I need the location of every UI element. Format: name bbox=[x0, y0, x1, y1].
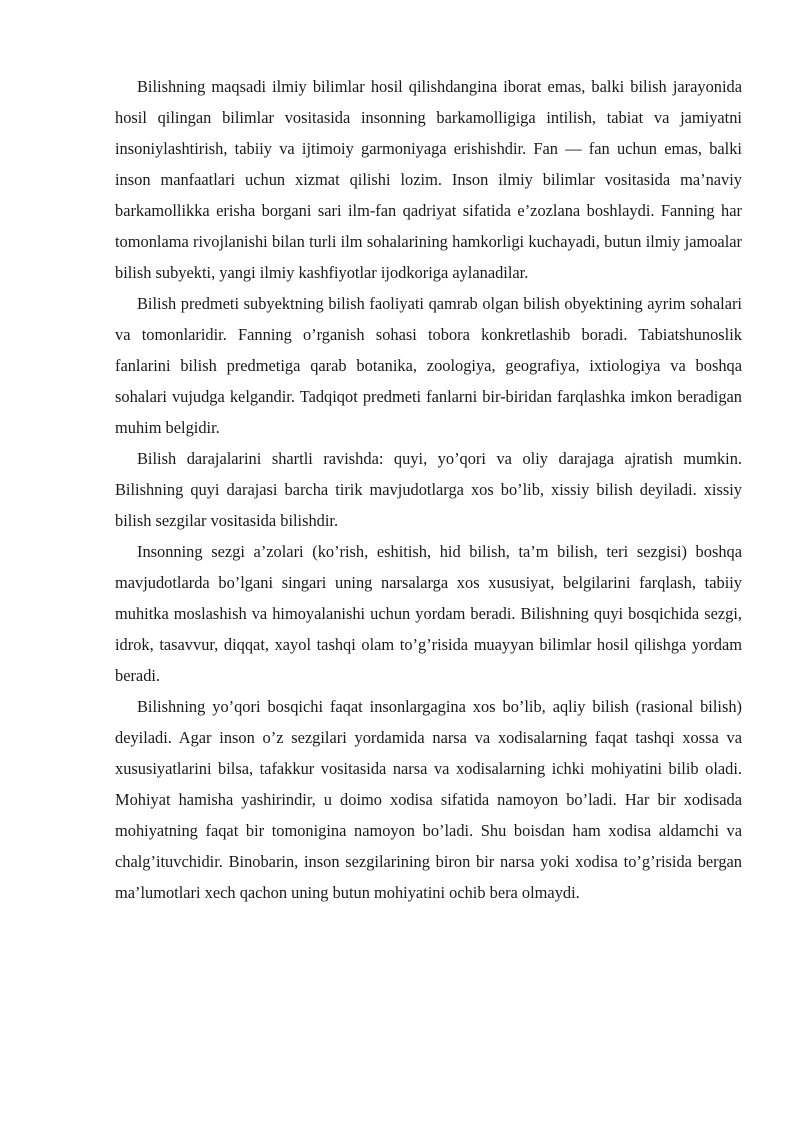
paragraph-2: Bilish predmeti subyektning bilish faoliyati qamrab olgan bilish obyektining ayrim sohalari va tomonlaridir. Fanning o’rganish sohasi tobora konkretlashib boradi. Tabiatshunoslik fanlarini bilish predmetiga qarab botanika, zoologiya, geografiya, ixtiologiya va boshqa sohalari vujudga kelgandir. Tadqiqot predmeti fanlarni bir-biridan farqlashka imkon beradigan muhim belgidir. bbox=[115, 294, 742, 437]
paragraph-4: Insonning sezgi a’zolari (ko’rish, eshitish, hid bilish, ta’m bilish, teri sezgisi) boshqa mavjudotlarda bo’lgani singari uning narsalarga xos xususiyat, belgilarini farqlash, tabiiy muhitka moslashish va himoyalanishi uchun yordam beradi. Bilishning quyi bosqichida sezgi, idrok, tasavvur, diqqat, xayol tashqi olam to’g’risida muayyan bilimlar hosil qilishga yordam beradi. bbox=[115, 542, 742, 685]
document-page bbox=[115, 71, 742, 908]
paragraph-5: Bilishning yo’qori bosqichi faqat insonlargagina xos bo’lib, aqliy bilish (rasional bilish) deyiladi. Agar inson o’z sezgilari yordamida narsa va xodisalarning faqat tashqi xossa va xususiyatlarini bilsa, tafakkur vositasida narsa va xodisalarning ichki mohiyatini bilib oladi. Mohiyat hamisha yashirindir, u doimo xodisa sifatida namoyon bo’ladi. Har bir xodisada mohiyatning faqat bir tomonigina namoyon bo’ladi. Shu boisdan ham xodisa aldamchi va chalg’ituvchidir. Binobarin, inson sezgilarining biron bir narsa yoki xodisa to’g’risida bergan ma’lumotlari xech qachon uning butun mohiyatini ochib bera olmaydi. bbox=[115, 697, 742, 902]
paragraph-1: Bilishning maqsadi ilmiy bilimlar hosil qilishdangina iborat emas, balki bilish jarayonida hosil qilingan bilimlar vositasida insonning barkamolligiga intilish, tabiat va jamiyatni insoniylashtirish, tabiiy va ijtimoiy garmoniyaga erishishdir. Fan — fan uchun emas, balki inson manfaatlari uchun xizmat qilishi lozim. Inson ilmiy bilimlar vositasida ma’naviy barkamollikka erisha borgani sari ilm-fan qadriyat sifatida e’zozlana boshlaydi. Fanning har tomonlama rivojlanishi bilan turli ilm sohalarining hamkorligi kuchayadi, butun ilmiy jamoalar bilish subyekti, yangi ilmiy kashfiyotlar ijodkoriga aylanadilar. bbox=[115, 77, 742, 282]
paragraph-3: Bilish darajalarini shartli ravishda: quyi, yo’qori va oliy darajaga ajratish mumkin. Bilishning quyi darajasi barcha tirik mavjudotlarga xos bo’lib, xissiy bilish deyiladi. xissiy bilish sezgilar vositasida bilishdir. bbox=[115, 449, 742, 530]
